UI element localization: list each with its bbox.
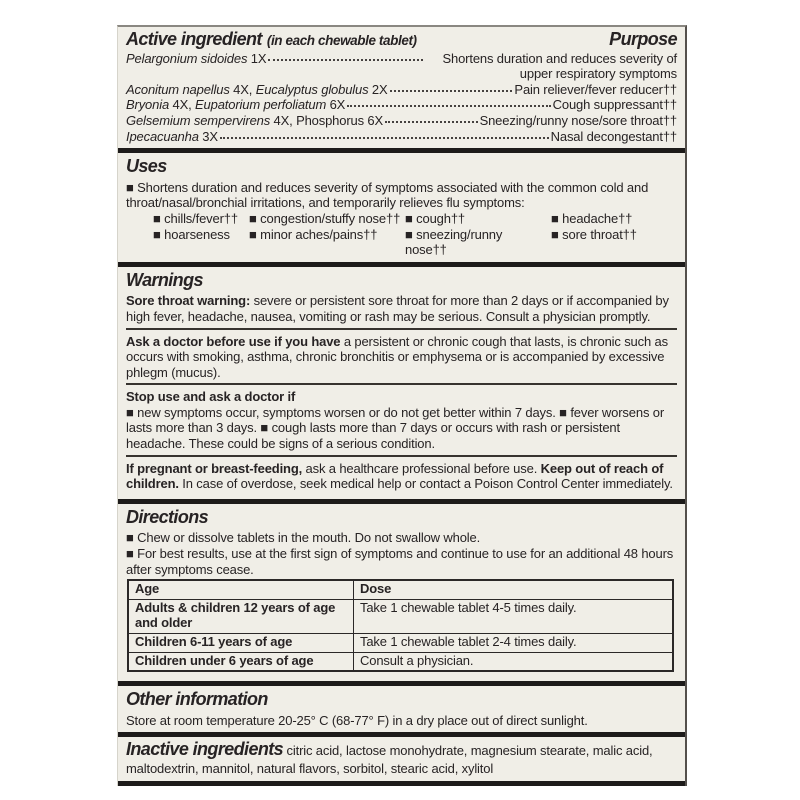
dosage-table-header-row [128, 580, 673, 599]
inactive-ingredients-section [118, 737, 685, 780]
uses-heading: Uses [126, 156, 167, 177]
dotted-leader [390, 90, 513, 92]
active-ingredient-heading: Active ingredient [126, 29, 262, 49]
dotted-leader [268, 59, 423, 61]
directions-heading: Directions [126, 506, 209, 527]
active-ingredient-section [118, 27, 685, 148]
directions-section [118, 504, 685, 681]
uses-item: ■ sore throat†† [551, 226, 637, 242]
dose-column-header: Dose [354, 580, 674, 599]
uses-item: ■ congestion/stuffy nose†† [249, 210, 401, 226]
warning-divider [126, 328, 677, 330]
keep-out-of-reach-lead: Keep out of reach of children. [126, 460, 664, 492]
sore-throat-warning-lead: Sore throat warning: [126, 293, 254, 309]
table-row [128, 634, 673, 653]
uses-item: ■ cough†† [405, 210, 465, 226]
ingredient-purpose: Cough suppressant†† [552, 97, 677, 113]
sore-throat-warning: Sore throat warning: severe or persistent sore throat for more than 2 days or if accompanied by high fever, headache, nausea, vomiting or rash may be serious. Consult a physician promptly. [126, 293, 669, 324]
ask-doctor-warning: Ask a doctor before use if you have a persistent or chronic cough that lasts, is chronic such as occurs with smoking, asthma, chronic bronchitis or emphysema or is accompanied by excessive phlegm (mucus). [126, 333, 668, 380]
uses-intro: ■ Shortens duration and reduces severity of symptoms associated with the common cold and throat/nasal/bronchial irritations, and temporarily relieves flu symptoms: [126, 179, 649, 211]
age-cell: Children 6-11 years of age [128, 634, 354, 653]
uses-item: ■ headache†† [551, 210, 633, 226]
ingredient-name: Gelsemium sempervirens 4X, Phosphorus 6X [126, 112, 384, 128]
table-row [128, 652, 673, 671]
warning-divider [126, 383, 677, 385]
active-ingredient-heading-group [126, 29, 417, 51]
other-information-section [118, 686, 685, 732]
pregnancy-lead: If pregnant or breast-feeding, [126, 460, 306, 476]
age-column-header: Age [128, 580, 354, 599]
dosage-table [127, 579, 674, 672]
table-row [128, 599, 673, 633]
ingredient-name: Pelargonium sidoides 1X [126, 50, 267, 66]
warnings-section [118, 267, 685, 499]
storage-instructions: Store at room temperature 20-25° C (68-77° F) in a dry place out of direct sunlight. [126, 712, 588, 728]
inactive-ingredients-heading: Inactive ingredients [126, 739, 284, 760]
warning-divider [126, 455, 677, 457]
dose-cell: Take 1 chewable tablet 4-5 times daily. [354, 599, 674, 633]
uses-symptom-grid [153, 211, 677, 258]
uses-item: ■ sneezing/runny nose†† [405, 226, 503, 258]
uses-item: ■ chills/fever†† [153, 210, 238, 226]
ask-doctor-lead: Ask a doctor before use if you have [126, 333, 344, 349]
uses-item: ■ hoarseness [153, 226, 230, 242]
ingredient-purpose: Sneezing/runny nose/sore throat†† [479, 112, 677, 128]
dose-cell: Take 1 chewable tablet 2-4 times daily. [354, 634, 674, 653]
ingredient-name: Bryonia 4X, Eupatorium perfoliatum 6X [126, 97, 346, 113]
ingredient-row [126, 97, 677, 113]
uses-section [118, 153, 685, 262]
ingredient-row [126, 129, 677, 145]
drug-facts-label [117, 25, 687, 786]
ingredient-row [126, 113, 677, 129]
active-ingredient-heading-note: (in each chewable tablet) [266, 33, 417, 48]
directions-bullet: ■ Chew or dissolve tablets in the mouth. Do not swallow whole. [126, 530, 481, 546]
ingredient-purpose: Pain reliever/fever reducer†† [514, 81, 677, 97]
dotted-leader [385, 121, 478, 123]
active-ingredient-header [126, 29, 677, 51]
ingredient-name: Aconitum napellus 4X, Eucalyptus globulus 2X [126, 81, 388, 97]
dotted-leader [220, 137, 549, 139]
other-information-heading: Other information [126, 689, 268, 710]
warnings-heading: Warnings [126, 269, 203, 290]
ingredient-purpose: Shortens duration and reduces severity of upper respiratory symptoms [442, 50, 677, 82]
stop-use-warning: Stop use and ask a doctor if ■ new symptoms occur, symptoms worsen or do not get better within 7 days. ■ fever worsens or lasts more than 3 days. ■ cough lasts more than 7 days or occurs with rash or persistent headache. These could be signs of a serious condition. [126, 389, 677, 451]
age-cell: Adults & children 12 years of age and older [128, 599, 354, 633]
uses-item: ■ minor aches/pains†† [249, 226, 378, 242]
ingredient-name: Ipecacuanha 3X [126, 128, 218, 144]
ingredient-row [126, 51, 677, 82]
inactive-ingredients-list: citric acid, lactose monohydrate, magnesium stearate, malic acid, maltodextrin, mannitol, natural flavors, sorbitol, stearic acid, xylitol [126, 743, 653, 776]
stop-use-lead: Stop use and ask a doctor if [126, 389, 296, 405]
dose-cell: Consult a physician. [354, 652, 674, 671]
label-bottom-border-bar [118, 781, 685, 786]
ingredient-row [126, 82, 677, 98]
directions-bullet: ■ For best results, use at the first sign of symptoms and continue to use for an additional 48 hours after symptoms cease. [126, 546, 674, 577]
purpose-heading: Purpose [609, 29, 677, 49]
age-cell: Children under 6 years of age [128, 652, 354, 671]
dotted-leader [347, 105, 550, 107]
pregnancy-warning: If pregnant or breast-feeding, ask a healthcare professional before use. Keep out of reach of children. In case of overdose, seek medical help or contact a Poison Control Center immediately. [126, 460, 673, 492]
ingredient-purpose: Nasal decongestant†† [550, 128, 677, 144]
